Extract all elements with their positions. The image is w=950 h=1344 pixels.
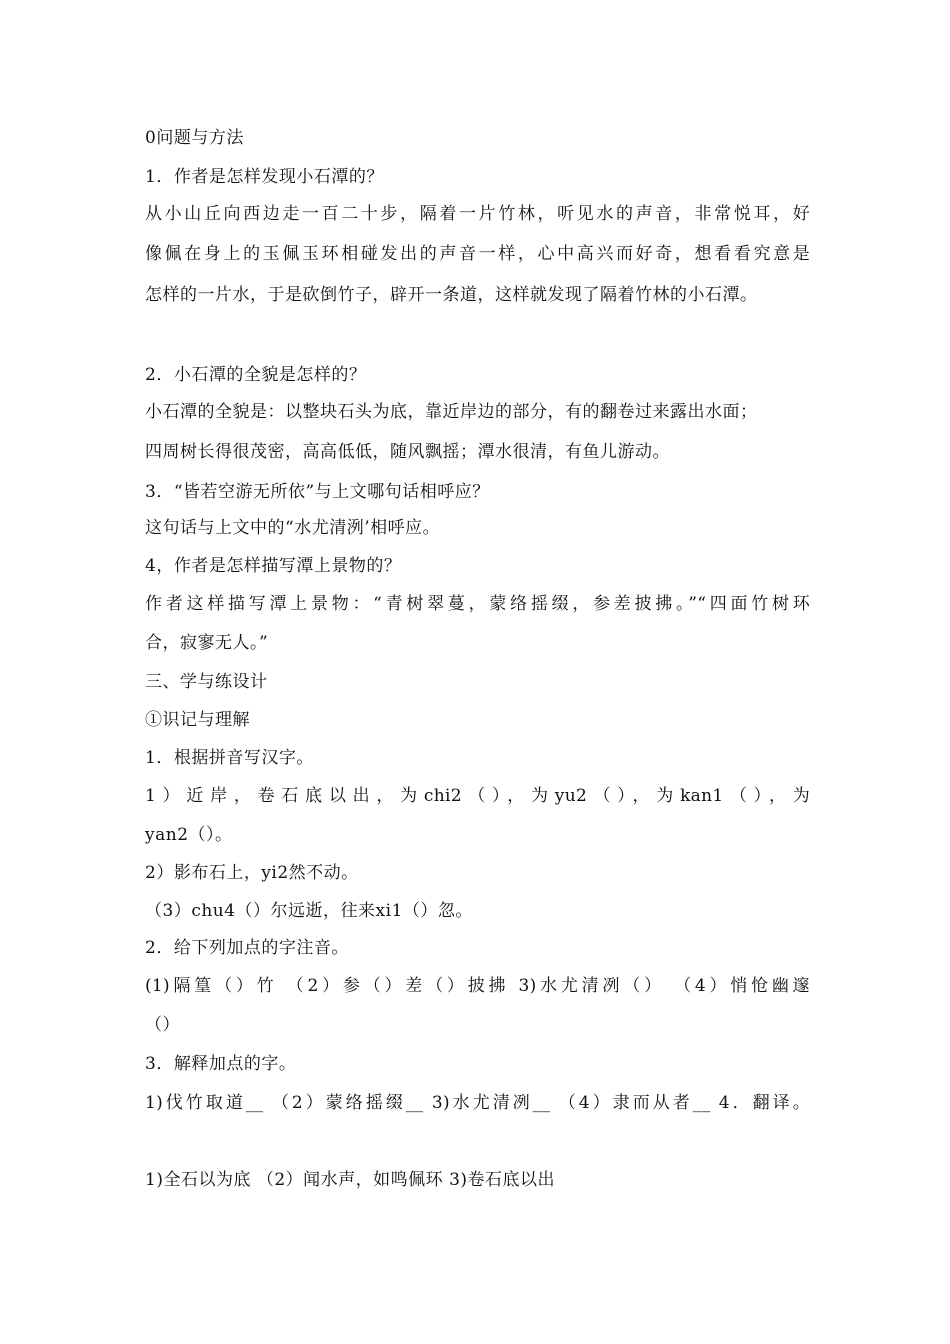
exercise-1-item-2: 2）影布石上，yi2然不动。 — [145, 863, 359, 883]
exercise-1-title: 1．根据拼音写汉字。 — [145, 748, 314, 768]
answer-1-line-2: 像佩在身上的玉佩玉环相碰发出的声音一样，心中高兴而好奇，想看看究意是 — [145, 244, 810, 264]
exercise-1-item-1-line-2: yan2（）。 — [145, 825, 233, 845]
section-heading-problems-methods: 0问题与方法 — [145, 128, 244, 148]
question-2: 2．小石潭的全貌是怎样的？ — [145, 365, 367, 385]
answer-4-line-2: 合，寂寥无人。” — [145, 633, 269, 653]
answer-1-line-1: 从小山丘向西边走一百二十步，隔着一片竹林，听见水的声音，非常悦耳，好 — [145, 204, 810, 224]
answer-1-line-3: 怎样的一片水，于是砍倒竹子，辟开一条道，这样就发现了隔着竹林的小石潭。 — [145, 285, 758, 305]
exercise-4-items: 1)全石以为底 （2）闻水声，如鸣佩环 3)卷石底以出 — [145, 1170, 556, 1190]
question-4: 4，作者是怎样描写潭上景物的？ — [145, 556, 402, 576]
exercise-1-item-1-line-1: 1）近岸，卷石底以出，为chi2（），为yu2（），为kan1（），为 — [145, 786, 810, 806]
exercise-2-title: 2．给下列加点的字注音。 — [145, 938, 349, 958]
exercise-3-title: 3．解释加点的字。 — [145, 1054, 297, 1074]
answer-4-line-1: 作者这样描写潭上景物：“青树翠蔓，蒙络摇缀，参差披拂。”“四面竹树环 — [145, 594, 810, 614]
answer-3: 这句话与上文中的“水尤清洌’相呼应。 — [145, 518, 441, 538]
answer-2-line-1: 小石潭的全貌是：以整块石头为底，靠近岸边的部分，有的翻卷过来露出水面； — [145, 402, 758, 422]
exercise-1-item-3: （3）chu4（）尔远逝，往来xi1（）忽。 — [145, 901, 473, 921]
exercise-3-items: 1)伐竹取道__ （2）蒙络摇缀__ 3)水尤清冽__ （4）隶而从者__ 4．翻译。 — [145, 1093, 810, 1113]
section-heading-study-practice: 三、学与练设计 — [145, 672, 268, 692]
exercise-2-items-line-2: （） — [145, 1015, 180, 1035]
answer-2-line-2: 四周树长得很茂密，高高低低，随风飘摇；潭水很清，有鱼儿游动。 — [145, 442, 670, 462]
question-3: 3．“皆若空游无所依”与上文哪句话相呼应？ — [145, 482, 490, 502]
question-1: 1．作者是怎样发现小石潭的？ — [145, 167, 384, 187]
subsection-memorize-understand: ①识记与理解 — [145, 710, 250, 730]
exercise-2-items-line-1: (1)隔篁（）竹 （2）参（）差（）披拂 3)水尤清冽（） （4）悄怆幽邃 — [145, 976, 810, 996]
